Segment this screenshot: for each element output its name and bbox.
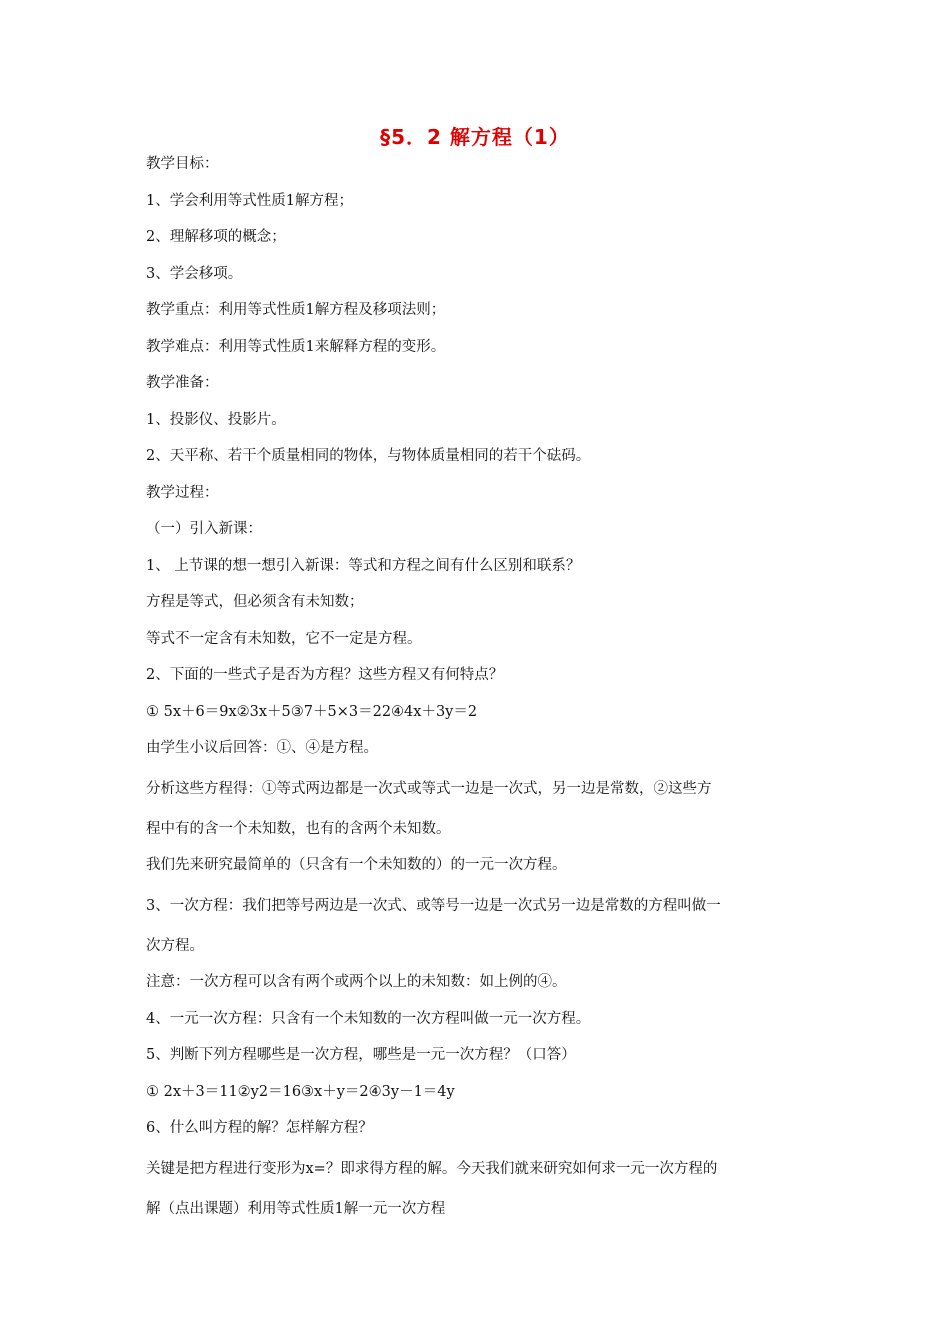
text-line: 1、 上节课的想一想引入新课：等式和方程之间有什么区别和联系？	[146, 557, 581, 574]
text-line: 教学目标：	[146, 156, 219, 172]
equation-line: ① 2x＋3＝11②y2＝16③x＋y＝2④3y－1＝4y	[146, 1083, 455, 1100]
text-line: 教学过程：	[146, 484, 219, 501]
text-line: 教学重点：利用等式性质1解方程及移项法则；	[146, 302, 446, 318]
text-line: 我们先来研究最简单的（只含有一个未知数的）的一元一次方程。	[146, 857, 567, 873]
text-line: 解（点出课题）利用等式性质1解一元一次方程	[146, 1200, 446, 1217]
text-line: 关键是把方程进行变形为x=？即求得方程的解。今天我们就来研究如何求一元一次方程的	[146, 1160, 718, 1177]
text-line: 2、理解移项的概念；	[146, 229, 286, 245]
text-line: 分析这些方程得：①等式两边都是一次式或等式一边是一次式，另一边是常数，②这些方	[146, 780, 712, 797]
text-line: 3、学会移项。	[146, 265, 243, 282]
page-title: §5．2 解方程（1）	[380, 125, 570, 149]
text-line: 2、下面的一些式子是否为方程？这些方程又有何特点？	[146, 667, 504, 683]
text-line: 由学生小议后回答：①、④是方程。	[146, 740, 378, 756]
text-line: 2、天平称、若干个质量相同的物体，与物体质量相同的若干个砝码。	[146, 448, 591, 464]
text-line: 1、投影仪、投影片。	[146, 411, 286, 428]
text-line: 方程是等式，但必须含有未知数；	[146, 594, 364, 610]
text-line: 注意：一次方程可以含有两个或两个以上的未知数：如上例的④。	[146, 974, 567, 990]
text-line: 4、一元一次方程：只含有一个未知数的一次方程叫做一元一次方程。	[146, 1010, 591, 1027]
text-line: 程中有的含一个未知数，也有的含两个未知数。	[146, 820, 451, 837]
text-line: 教学准备：	[146, 375, 219, 391]
text-line: 5、判断下列方程哪些是一次方程，哪些是一元一次方程？（口答）	[146, 1047, 576, 1063]
text-line: 等式不一定含有未知数，它不一定是方程。	[146, 630, 422, 647]
text-line: 6、什么叫方程的解？怎样解方程？	[146, 1120, 373, 1136]
document-body	[146, 146, 810, 1227]
text-line: 3、一次方程：我们把等号两边是一次式、或等号一边是一次式另一边是常数的方程叫做一	[146, 897, 721, 914]
text-line: 教学难点：利用等式性质1来解释方程的变形。	[146, 338, 446, 355]
text-line: 次方程。	[146, 937, 204, 954]
text-line: 1、学会利用等式性质1解方程；	[146, 192, 353, 209]
equation-line: ① 5x＋6＝9x②3x＋5③7＋5×3＝22④4x＋3y＝2	[146, 703, 478, 720]
text-line: （一）引入新课：	[146, 521, 262, 537]
